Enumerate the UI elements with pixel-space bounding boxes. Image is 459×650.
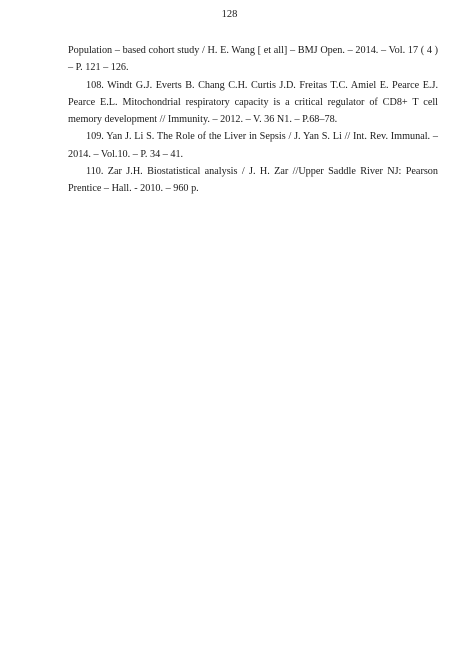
reference-list xyxy=(68,42,438,198)
reference-item-continuation: Population – based cohort study / H. E. Wang [ et all] – BMJ Open. – 2014. – Vol. 17 ( 4 ) – P. 121 – 126. xyxy=(68,45,438,74)
reference-item-109: 109. Yan J. Li S. The Role of the Liver in Sepsis / J. Yan S. Li // Int. Rev. Immunal. – 2014. – Vol.10. – P. 34 – 41. xyxy=(68,131,438,160)
page-number: 128 xyxy=(221,9,238,20)
reference-item-110: 110. Zar J.H. Biostatistical analysis / J. H. Zar //Upper Saddle River NJ: Pearson Prentice – Hall. - 2010. – 960 p. xyxy=(68,166,438,195)
reference-item-108: 108. Windt G.J. Everts B. Chang C.H. Curtis J.D. Freitas T.C. Amiel E. Pearce E.J. Pearce E.L. Mitochondrial respiratory capacity is a critical regulator of CD8+ T cell memory development // Immunity. – 2012. – V. 36 N1. – P.68–78. xyxy=(68,79,438,126)
